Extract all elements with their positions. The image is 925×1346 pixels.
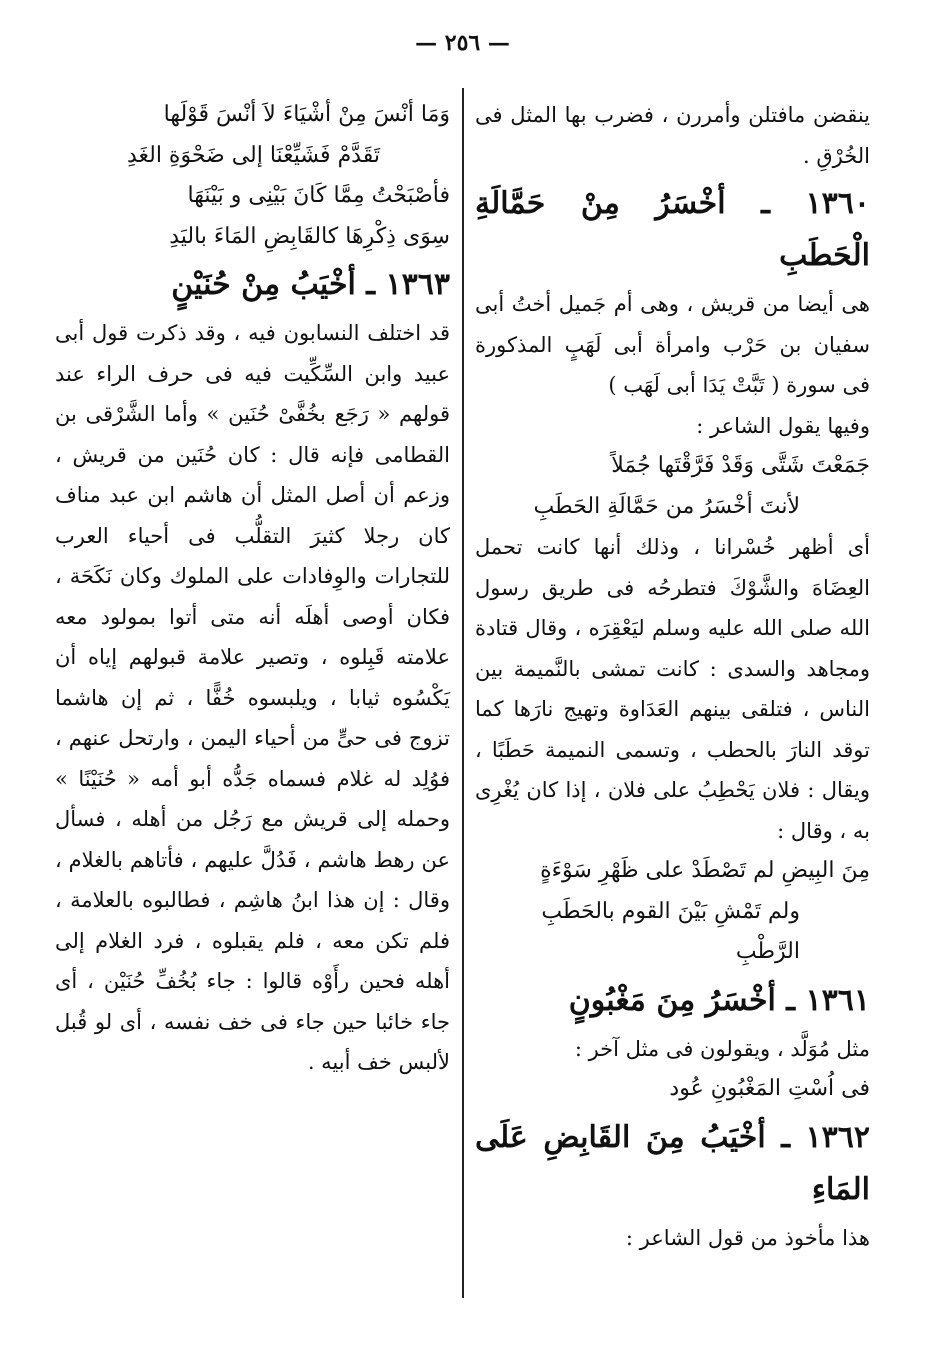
- paragraph: ينقضن مافتلن وأمررن ، فضرب بها المثل فى الخُرْقِ .: [475, 103, 870, 168]
- entry-heading-1363: ١٣٦٣ ـ أخْيَبُ مِنْ حُنَيْنٍ: [171, 267, 450, 302]
- paragraph: وفيها يقول الشاعر :: [696, 413, 870, 438]
- verse-line: ولم تَمْشِ بَيْنَ القوم بالحَطَبِ الرَّطْبِ: [541, 898, 800, 964]
- paragraph: هى أيضا من قريش ، وهى أم جَميل أختُ أبى سفيان بن حَرْب وامرأة أبى لَهَبٍ المذكورة فى سورة ( تَبَّتْ يَدَا أبى لَهَب ): [475, 292, 870, 397]
- left-column: [55, 95, 450, 1083]
- entry-heading-1362: ١٣٦٢ ـ أخْيَبُ مِنَ القَابِضِ عَلَى المَاءِ: [475, 1119, 870, 1207]
- verse-line: مِنَ البِيضِ لم تَصْطَدْ على ظَهْرِ سَوْءَةٍ: [540, 858, 870, 883]
- page-number: — ٢٥٦ —: [415, 30, 510, 56]
- paragraph: مثل مُوَلَّد ، ويقولون فى مثل آخر :: [574, 1036, 870, 1061]
- paragraph: قد اختلف النسابون فيه ، وقد ذكرت قول أبى عبيد وابن السِّكِّيت فيه فى حرف الراء عند قولهم « رَجَع بخُفَّىْ حُنَين » وأما الشَّرْقى بن القطامى فإنه قال : كان حُنَين من قريش ، وزعم أن أصل المثل أن هاشم ابن عبد مناف كان رجلا كثيرَ التقلُّب فى أحياء العرب للتجارات والوِفادات على الملوك وكان نَكَحَة ، فكان أوصى أهلَه أنه متى أتوا بمولود معه علامته قَبِلوه ، وتصير علامة قبولهم إياه أن يَكْسُوه ثيابا ، ويلبسوه خُفًّا ، ثم إن هاشما تزوج فى حىٍّ من أحياء اليمن ، وارتحل عنهم ، فوُلِد له غلام فسماه جَدُّه أبو أمه « حُنَيْنًا » وحمله إلى قريش مع رَجُل من أهله ، فسأل عن رهط هاشم ، فَدُلَّ عليهم ، فأتاهم بالغلام ، وقال : إن هذا ابنُ هاشِم ، فطالبوه بالعلامة ، فلم تكن معه ، فلم يقبلوه ، فرد الغلام إلى أهله فحين رأَوْه قالوا : جاء بُخُفِّ حُنَيْن ، أى جاء خائبا حين جاء فى خف نفسه ، أى لو قُبل لألبس خف أبيه .: [55, 321, 450, 1074]
- verse-line: وَمَا أنْسَ مِنْ أشْيَاءَ لاَ أنْسَ قَوْلَها: [163, 102, 450, 127]
- verse-line: جَمَعْتَ شَتَّى وَقَدْ فَرَّقْتَها جُمَلاً: [611, 453, 870, 478]
- verse-line: سِوَى ذِكْرِهَا كالقَابِضِ المَاءَ باليَدِ: [169, 223, 450, 249]
- right-column: [475, 95, 870, 1258]
- column-divider: [462, 88, 464, 1298]
- paragraph: هذا مأخوذ من قول الشاعر :: [625, 1225, 870, 1250]
- verse-line: فأصْبَحْتُ مِمَّا كَانَ بَيْنِى و بَيْنَهَا: [187, 183, 450, 208]
- entry-heading-1360: ١٣٦٠ ـ أخْسَرُ مِنْ حَمَّالَةِ الْحَطَبِ: [475, 186, 870, 273]
- entry-heading-1361: ١٣٦١ ـ أخْسَرُ مِنَ مَغْبُونٍ: [568, 982, 870, 1018]
- paragraph: أى أظهر خُسْرانا ، وذلك أنها كانت تحمل العِضَاهَ والشَّوْكَ فتطرحُه فى طريق رسول الله صلى الله عليه وسلم ليَعْقِرَه ، وقال قتادة ومجاهد والسدى : كانت تمشى بالنَّميمة بين الناس ، فتلقى بينهم العَدَاوة وتهيج نارَها كما توقد النارَ بالحطب ، وتسمى النميمة حَطَبًا ، ويقال : فلان يَحْطِبُ على فلان ، إذا كان يُغْرِى به ، وقال :: [475, 535, 870, 843]
- verse-line: لأنتَ أخْسَرُ من حَمَّالَةِ الحَطَبِ: [533, 493, 800, 519]
- verse-line: فى اُسْتِ المَغْبُونِ عُود: [669, 1076, 870, 1101]
- verse-line: تَقَدَّمْ فَشَيِّعْنَا إلى ضَحْوَةِ الغَدِ: [126, 142, 380, 168]
